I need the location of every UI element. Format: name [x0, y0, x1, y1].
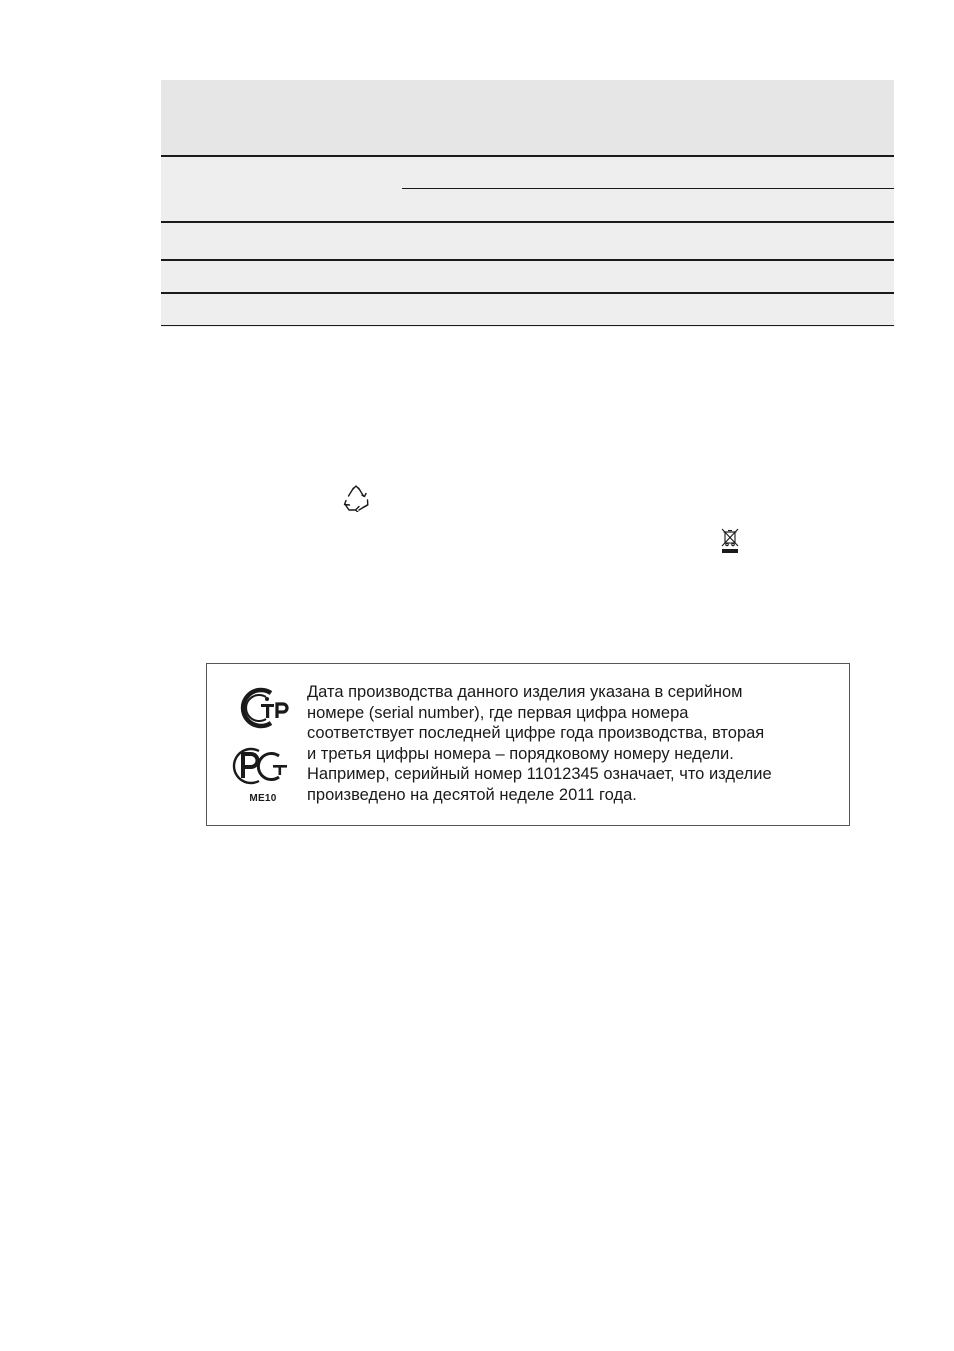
notice-line: Например, серийный номер 11012345 означает, что изделие: [307, 765, 772, 784]
notice-line: произведено на десятой неделе 2011 года.: [307, 785, 637, 804]
table-header: [161, 80, 894, 156]
pct-mark-icon: [231, 744, 289, 788]
recycle-icon: [342, 484, 370, 512]
table-divider: [402, 188, 894, 189]
specification-table: [161, 80, 894, 327]
table-divider: [161, 259, 894, 261]
certification-notice: [206, 663, 850, 826]
production-date-notice: [307, 682, 837, 806]
table-body: [161, 156, 894, 327]
table-divider: [161, 155, 894, 157]
notice-line: и третья цифры номера – порядковому номеру недели.: [307, 744, 734, 763]
table-divider: [161, 325, 894, 326]
eac-mark-icon: [231, 684, 295, 732]
notice-line: соответствует последней цифре года производства, вторая: [307, 724, 765, 743]
notice-line: Дата производства данного изделия указана в серийном: [307, 683, 743, 701]
certificate-code: ME10: [249, 793, 277, 804]
table-divider: [161, 221, 894, 223]
crossed-out-bin-icon: [720, 527, 740, 555]
notice-line: номере (serial number), где первая цифра номера: [307, 703, 689, 722]
table-divider: [161, 292, 894, 294]
